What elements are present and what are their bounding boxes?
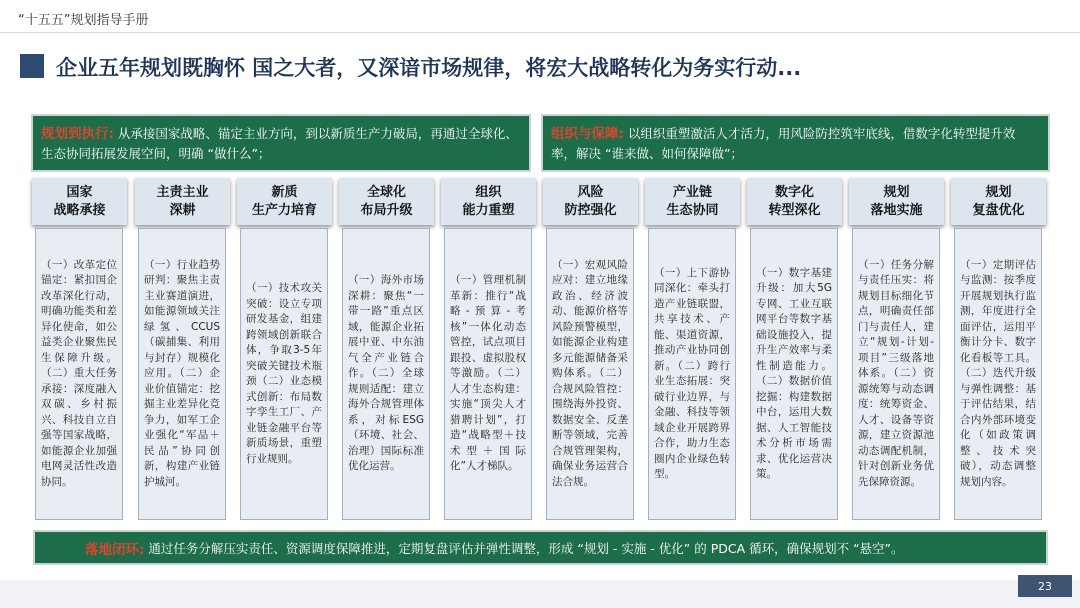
column-content-text: （一）管理机制革新：推行“战略-预算-考核”一体化动态管控，试点项目跟投、虚拟股权等激励。（二）人才生态构建：实施“顶尖人才猎聘计划”，打造“战略型＋技术型＋国际化”人才梯队。 [450,274,526,473]
page-headline: 企业五年规划既胸怀 国之大者，又深谙市场规律，将宏大战略转化为务实行动... [56,56,802,80]
column-content [648,228,736,520]
column-content [444,228,532,520]
document-title: “十五五”规划指导手册 [18,13,149,28]
column-content-text: （一）数字基建升级：加大5G专网、工业互联网平台等数字基础设施投入，提升生产效率与柔性制造能力。（二）数据价值挖掘：构建数据中台，运用大数据、人工智能技术分析市场需求、优化运营决策。 [756,266,832,480]
column-content [546,228,634,520]
column-content [138,228,226,520]
closed-loop-banner [33,530,1048,565]
header-divider [0,32,1080,33]
column-header: 组织 能力重塑 [441,178,536,225]
page-number: 23 [1018,575,1072,597]
column-content [852,228,940,520]
organization-guarantee-banner [541,114,1050,172]
title-marker [20,54,44,78]
footer-text: 通过任务分解压实责任、资源调度保障推进，定期复盘评估并弹性调整，形成 “规划 - 实施 - 优化” 的 PDCA 循环，确保规划不 “悬空”。 [148,540,904,556]
bottom-strip [0,580,1080,608]
banner-text: 以组织重塑激活人才活力，用风险防控筑牢底线，借数字化转型提升效率，解决 “谁来做、如何保障做”； [551,126,1016,161]
banner-lead: 组织与保障: [551,126,624,142]
column-content [750,228,838,520]
column-content-text: （一）宏观风险应对：建立地缘政治、经济波动、能源价格等风险预警模型，如能源企业构建多元能源储备采购体系。（二）合规风险管控：围绕海外投资、数据安全、反垄断等领域，完善合规管理架构，确保业务运营合法合规。 [552,258,628,488]
column-content-text: （一）改革定位锚定：紧扣国企改革深化行动，明确功能类和差异化使命，如公益类企业聚焦民生保障升级。（二）重大任务承接：深度融入双碳、乡村振兴、科技自立自强等国家战略，如能源企业加强电网灵活性改造协同。 [41,258,117,488]
column-content [35,228,123,520]
column-content-text: （一）技术攻关突破：设立专项研发基金，组建跨领域创新联合体，争取3-5年突破关键技术瓶颈（二）业态模式创新：布局数字孪生工厂、产业链金融平台等新质场景，重塑行业规则。 [246,282,322,465]
column-content [342,228,430,520]
column-content [240,228,328,520]
column-header: 规划 复盘优化 [951,178,1046,225]
column-header: 新质 生产力培育 [237,178,332,225]
column-header: 全球化 布局升级 [339,178,434,225]
column-content-text: （一）定期评估与监测：按季度开展规划执行监测，年度进行全面评估，运用平衡计分卡、数字化看板等工具。（二）迭代升级与弹性调整：基于评估结果，结合内外部环境变化（如政策调整、技术突破），动态调整规划内容。 [960,258,1036,488]
banner-text: 从承接国家战略、锚定主业方向，到以新质生产力破局，再通过全球化、生态协同拓展发展空间，明确 “做什么”； [41,126,518,161]
column-header: 风险 防控强化 [543,178,638,225]
column-content-text: （一）任务分解与责任压实：将规划目标细化节点，明确责任部门与责任人，建立“规划-计划-项目”三级落地体系。（二）资源统筹与动态调度：统筹资金、人才、设备等资源，建立资源池动态调配机制，针对创新业务优先保障资源。 [858,258,934,488]
column-header: 数字化 转型深化 [747,178,842,225]
planning-execution-banner [31,114,531,172]
column-header: 主责主业 深耕 [135,178,230,225]
footer-lead: 落地闭环: [85,541,145,558]
column-content-text: （一）行业趋势研判：聚焦主责主业赛道演进，如能源领域关注绿氢、CCUS（碳捕集、利用与封存）规模化应用。（二）企业价值锚定：挖掘主业差异化竞争力，如军工企业强化“军品＋民品”协同创新，构建产业链护城河。 [144,258,220,488]
column-content-text: （一）上下游协同深化：牵头打造产业链联盟，共享技术、产能、渠道资源，推动产业协同创新。（二）跨行业生态拓展：突破行业边界，与金融、科技等领域企业开展跨界合作，助力生态圈内企业绿色转型。 [654,266,730,480]
banner-lead: 规划到执行: [41,126,114,142]
column-header: 产业链 生态协同 [645,178,740,225]
column-content [954,228,1042,520]
column-header: 规划 落地实施 [849,178,944,225]
column-content-text: （一）海外市场深耕：聚焦“一带一路”重点区域，能源企业拓展中亚、中东油气全产业链合作。（二）全球规则适配：建立海外合规管理体系，对标ESG（环境、社会、治理）国际标准优化运营。 [348,274,424,473]
column-header: 国家 战略承接 [32,178,127,225]
